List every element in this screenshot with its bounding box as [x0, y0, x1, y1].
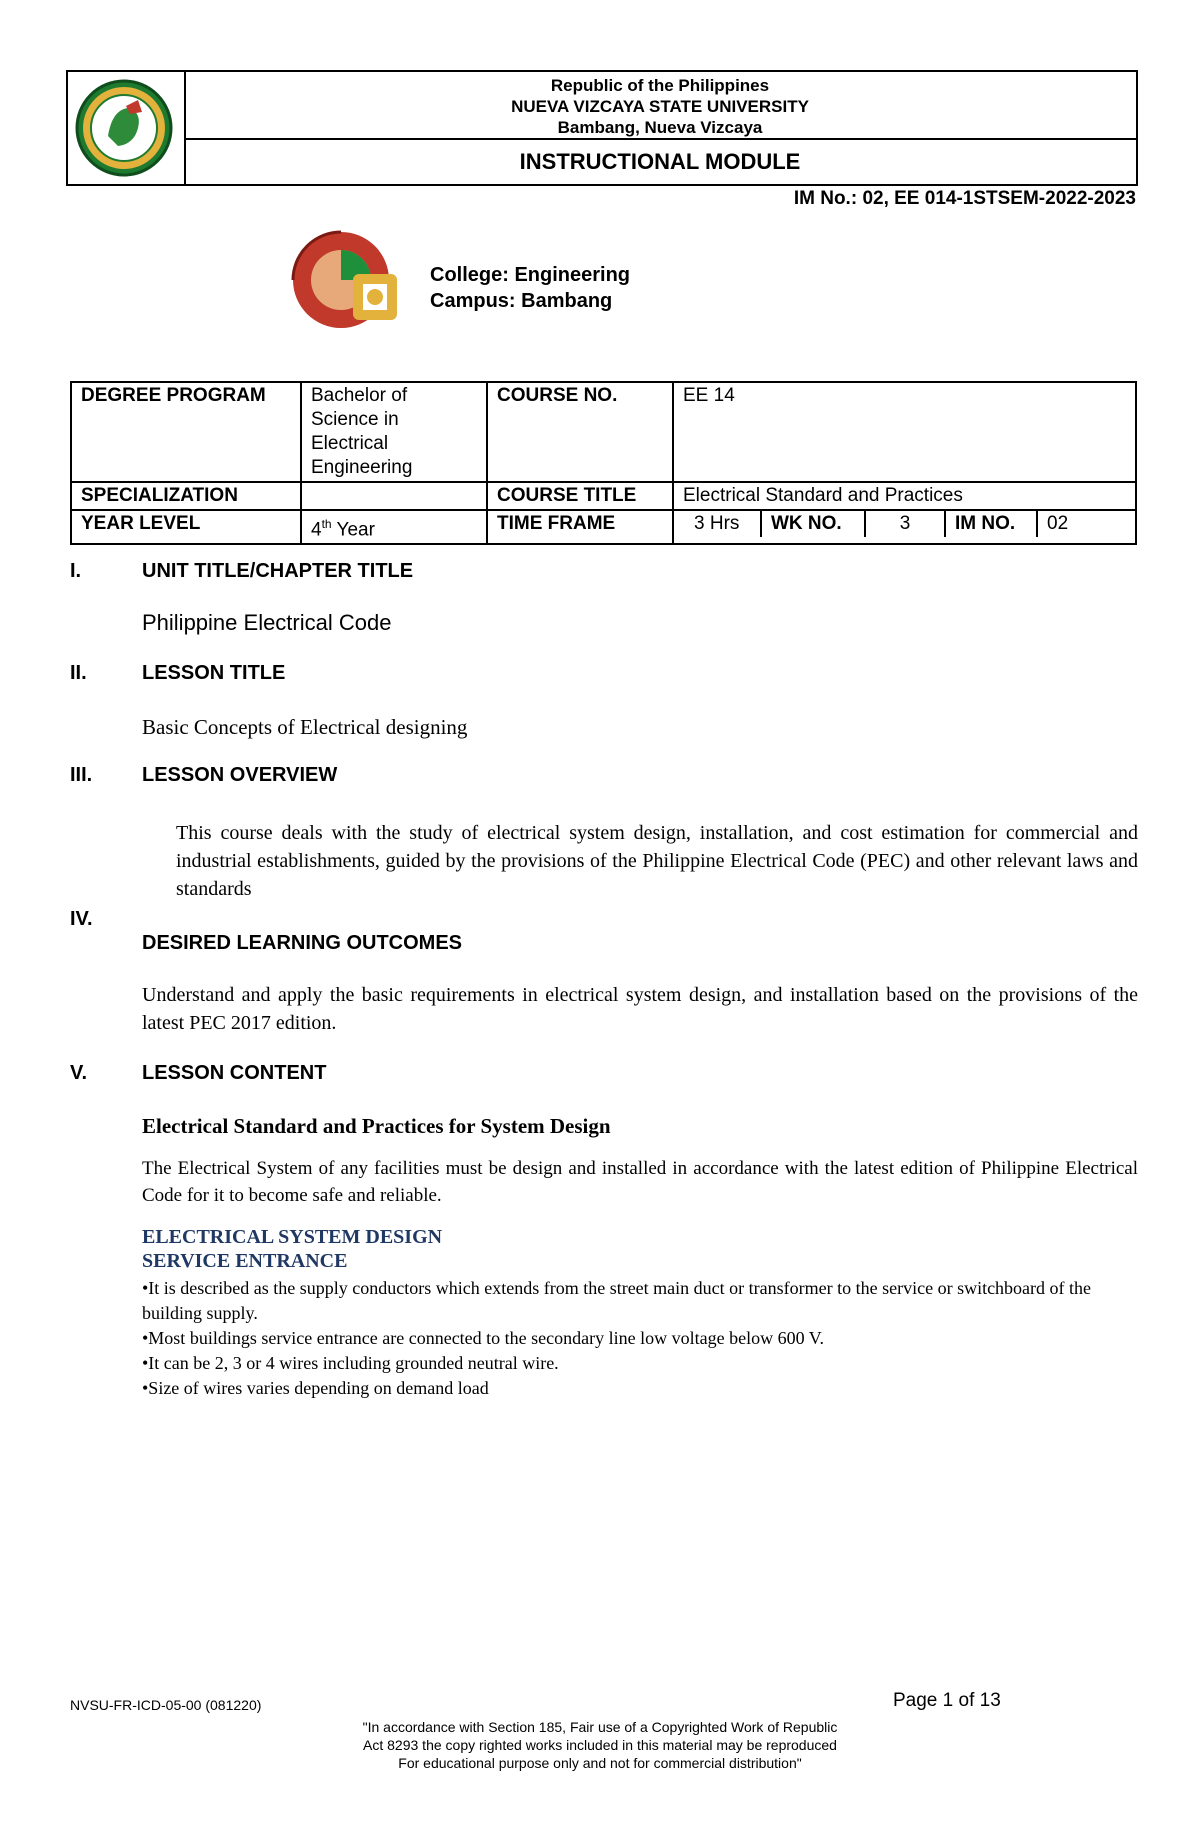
lesson-content-text: The Electrical System of any facilities must be design and installed in accordance with the latest edition of Philippine Electrical Code for it to become safe and reliable.: [142, 1158, 1138, 1206]
university-address: Bambang, Nueva Vizcaya: [557, 118, 763, 137]
section-1-number: I.: [70, 560, 82, 582]
year-level-rest: Year: [331, 519, 375, 541]
course-no-value: EE 14: [673, 382, 1136, 482]
section-2-number: II.: [70, 662, 87, 684]
campus-line: Campus: Bambang: [430, 290, 613, 312]
course-no-label: COURSE NO.: [487, 382, 673, 482]
list-item: •Size of wires varies depending on demand load: [142, 1378, 489, 1398]
page-number: Page 1 of 13: [893, 1690, 1001, 1711]
lesson-overview-text: This course deals with the study of electrical system design, installation, and cost estimation for commercial and industrial establishments, guided by the provisions of the Philippine Electrical Code (PEC) and other relevant laws and standards: [176, 822, 1138, 900]
header-logo-cell: [68, 72, 186, 184]
header-institution: [184, 72, 1136, 140]
republic-line: Republic of the Philippines: [550, 76, 770, 95]
time-frame-cell: [673, 510, 1136, 544]
lesson-content-heading: Electrical Standard and Practices for System Design: [142, 1114, 611, 1138]
copyright-line-3: For educational purpose only and not for commercial distribution": [398, 1755, 802, 1771]
document-header: [66, 70, 1138, 186]
electrical-system-design-heading: ELECTRICAL SYSTEM DESIGN: [142, 1226, 443, 1248]
list-item: •It is described as the supply conductors which extends from the street main duct or transformer to the service or switchboard of the building supply.: [142, 1278, 1092, 1323]
section-3-number: III.: [70, 764, 93, 786]
year-level-label: YEAR LEVEL: [71, 510, 301, 544]
university-seal-icon: [68, 72, 184, 184]
list-item: •Most buildings service entrance are connected to the secondary line low voltage below 600 V.: [142, 1328, 824, 1348]
section-5-number: V.: [70, 1062, 88, 1084]
specialization-value: [301, 482, 487, 510]
degree-program-label: DEGREE PROGRAM: [71, 382, 301, 482]
im-number: IM No.: 02, EE 014-1STSEM-2022-2023: [793, 188, 1136, 209]
learning-outcomes-text: Understand and apply the basic requirements in electrical system design, and installation based on the provisions of the latest PEC 2017 edition.: [142, 984, 1138, 1034]
unit-title-text: Philippine Electrical Code: [142, 610, 392, 635]
im-no-label: IM NO.: [944, 511, 1038, 537]
college-info: [430, 262, 630, 314]
copyright-line-1: "In accordance with Section 185, Fair use of a Copyrighted Work of Republic: [362, 1719, 838, 1735]
year-level-num: 4: [311, 519, 322, 541]
table-row: [71, 510, 1136, 544]
year-level-value: [301, 510, 487, 544]
wk-no-label: WK NO.: [760, 511, 864, 537]
specialization-label: SPECIALIZATION: [71, 482, 301, 510]
im-no-value: 02: [1047, 513, 1069, 534]
university-name: NUEVA VIZCAYA STATE UNIVERSITY: [511, 97, 809, 116]
service-entrance-bullets: [142, 1276, 1138, 1401]
college-line: College: Engineering: [430, 264, 631, 286]
copyright-line-2: Act 8293 the copy righted works included in this material may be reproduced: [363, 1737, 837, 1753]
course-title-label: COURSE TITLE: [487, 482, 673, 510]
course-title-value: Electrical Standard and Practices: [673, 482, 1136, 510]
time-frame-value: 3 Hrs: [694, 513, 740, 534]
table-row: [71, 382, 1136, 482]
service-entrance-heading: SERVICE ENTRANCE: [142, 1250, 348, 1272]
year-level-sup: th: [321, 517, 332, 531]
wk-no-value: 3: [864, 511, 944, 537]
module-title: INSTRUCTIONAL MODULE: [519, 149, 801, 174]
college-engineering-logo-icon: [283, 226, 413, 338]
degree-program-value: Bachelor of Science in Electrical Engineering: [301, 382, 487, 482]
course-info-table: [70, 381, 1137, 545]
section-4-number: IV.: [70, 908, 93, 930]
section-2-title: LESSON TITLE: [142, 662, 286, 684]
section-1-title: UNIT TITLE/CHAPTER TITLE: [142, 560, 414, 582]
lesson-title-text: Basic Concepts of Electrical designing: [142, 715, 468, 739]
table-row: [71, 482, 1136, 510]
list-item: •It can be 2, 3 or 4 wires including grounded neutral wire.: [142, 1353, 559, 1373]
section-5-title: LESSON CONTENT: [142, 1062, 327, 1084]
time-frame-label: TIME FRAME: [487, 510, 673, 544]
section-4-title: DESIRED LEARNING OUTCOMES: [142, 932, 463, 954]
form-code: NVSU-FR-ICD-05-00 (081220): [70, 1697, 262, 1713]
copyright-notice: [0, 1718, 1200, 1772]
section-3-title: LESSON OVERVIEW: [142, 764, 338, 786]
